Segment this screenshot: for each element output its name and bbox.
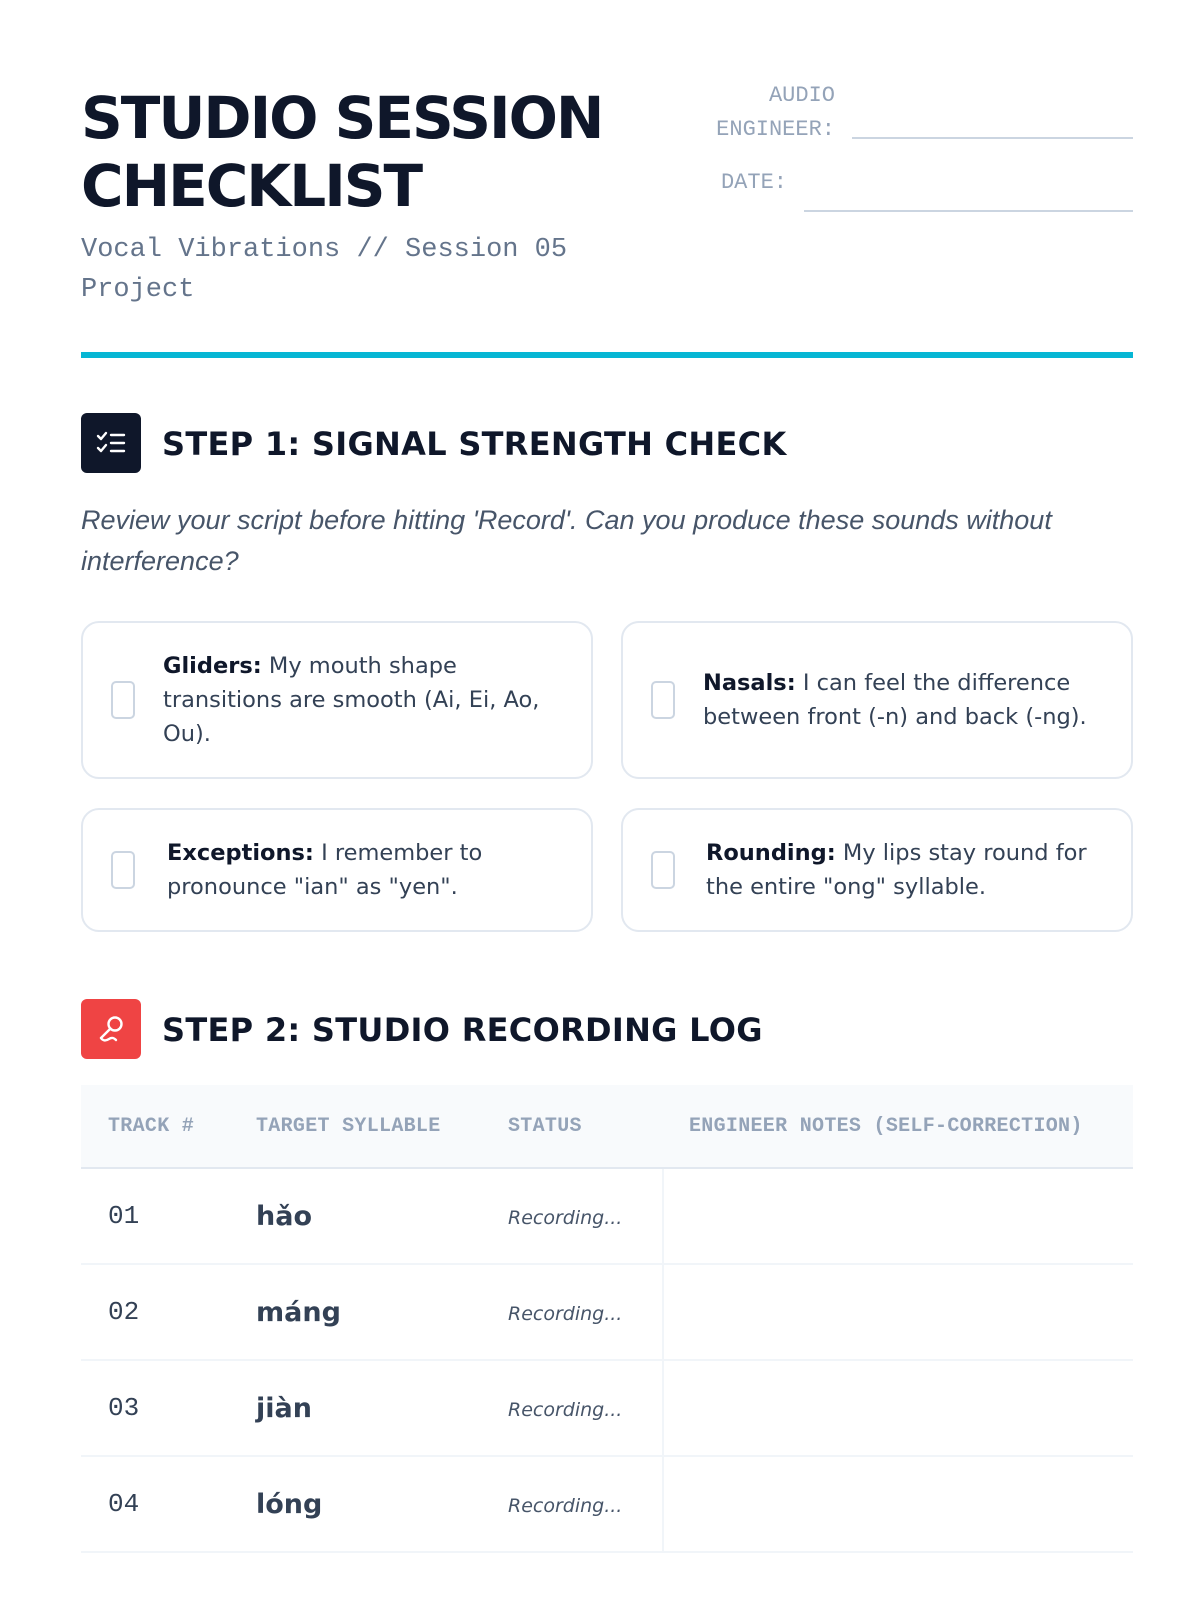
checkbox[interactable] bbox=[651, 851, 675, 889]
checklist-item-rounding[interactable] bbox=[621, 808, 1133, 932]
table-row bbox=[81, 1457, 1133, 1553]
table-header bbox=[81, 1085, 1133, 1169]
page-title: STUDIO SESSION CHECKLIST bbox=[81, 84, 603, 220]
status-text: Recording... bbox=[508, 1207, 623, 1229]
table-row bbox=[81, 1361, 1133, 1457]
column-header-syllable: TARGET SYLLABLE bbox=[256, 1115, 441, 1138]
track-number: 01 bbox=[108, 1201, 140, 1231]
step2-title: STEP 2: STUDIO RECORDING LOG bbox=[162, 1011, 763, 1049]
checkbox[interactable] bbox=[651, 681, 675, 719]
checklist-icon bbox=[81, 413, 141, 473]
step1-title: STEP 1: SIGNAL STRENGTH CHECK bbox=[162, 425, 787, 463]
checkbox[interactable] bbox=[111, 851, 135, 889]
target-syllable: hǎo bbox=[256, 1201, 312, 1232]
column-header-track: TRACK # bbox=[108, 1115, 195, 1138]
date-field[interactable] bbox=[709, 166, 1133, 214]
step1-heading bbox=[81, 413, 1133, 473]
table-row bbox=[81, 1265, 1133, 1361]
checklist-item-text: Exceptions: I remember to pronounce "ian" as "yen". bbox=[167, 840, 483, 900]
notes-cell[interactable] bbox=[662, 1265, 1133, 1359]
step2-heading bbox=[81, 999, 1133, 1059]
checkbox[interactable] bbox=[111, 681, 135, 719]
target-syllable: jiàn bbox=[256, 1393, 312, 1424]
notes-cell[interactable] bbox=[662, 1457, 1133, 1551]
audio-engineer-label: AUDIO ENGINEER: bbox=[716, 83, 835, 142]
worksheet-page bbox=[81, 0, 1133, 1600]
checklist-item-text: Nasals: I can feel the difference between front (-n) and back (-ng). bbox=[703, 670, 1087, 730]
column-header-notes: ENGINEER NOTES (SELF-CORRECTION) bbox=[689, 1115, 1083, 1138]
microphone-icon bbox=[81, 999, 141, 1059]
checklist-item-exceptions[interactable] bbox=[81, 808, 593, 932]
checklist-item-text: Rounding: My lips stay round for the entire "ong" syllable. bbox=[706, 840, 1087, 900]
header bbox=[81, 84, 1133, 304]
table-row bbox=[81, 1169, 1133, 1265]
track-number: 03 bbox=[108, 1393, 140, 1423]
date-label: DATE: bbox=[720, 170, 787, 195]
date-line[interactable] bbox=[804, 210, 1133, 212]
checklist-item-gliders[interactable] bbox=[81, 621, 593, 779]
checklist-item-nasals[interactable] bbox=[621, 621, 1133, 779]
notes-cell[interactable] bbox=[662, 1169, 1133, 1263]
checklist-item-text: Gliders: My mouth shape transitions are smooth (Ai, Ei, Ao, Ou). bbox=[163, 653, 540, 747]
notes-cell[interactable] bbox=[662, 1361, 1133, 1455]
status-text: Recording... bbox=[508, 1399, 623, 1421]
step1-intro: Review your script before hitting 'Record'. Can you produce these sounds without interference? bbox=[81, 505, 1052, 576]
target-syllable: máng bbox=[256, 1297, 341, 1328]
audio-engineer-line[interactable] bbox=[852, 137, 1133, 139]
status-text: Recording... bbox=[508, 1303, 623, 1325]
header-divider bbox=[81, 352, 1133, 358]
audio-engineer-field[interactable] bbox=[709, 79, 1133, 143]
column-header-status: STATUS bbox=[508, 1115, 582, 1138]
track-number: 02 bbox=[108, 1297, 140, 1327]
status-text: Recording... bbox=[508, 1495, 623, 1517]
page-subtitle: Vocal Vibrations // Session 05 Project bbox=[81, 235, 568, 305]
track-number: 04 bbox=[108, 1489, 140, 1519]
target-syllable: lóng bbox=[256, 1489, 323, 1520]
